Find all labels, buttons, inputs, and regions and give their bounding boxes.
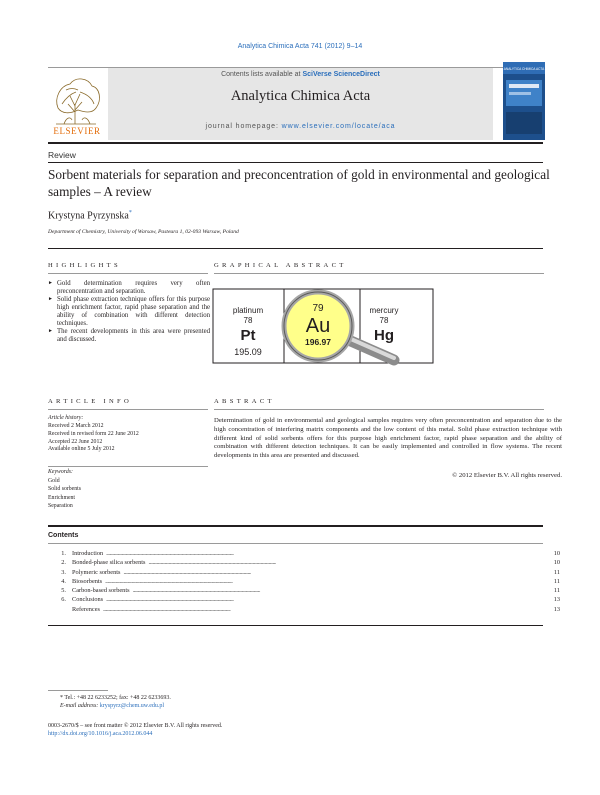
toc-title: Polymeric sorbents [72, 568, 121, 576]
contents-prefix: Contents lists available at [221, 71, 301, 78]
highlight-item: ► Solid phase extraction technique offers for this purpose high enrichment factor, rapid phase separation and the ability of combination with different detection techniques. [48, 296, 210, 328]
abstract-body: Determination of gold in environmental and geological samples requires very often preconcentration and separation due to the high concentration of interfering matrix components and the low content of this metal. Solid phase extraction technique with different kind of solid sorbents offers for this purpose high enrichment factor, rapid phase separation and the ability of combination with different detection techniques. It can be easily implemented and controlled in flow systems. The recent developments in this area are presented and discussed. [214, 417, 562, 460]
toc-leader [105, 578, 543, 585]
toc-leader [133, 587, 543, 594]
author-name: Krystyna Pyrzynska [48, 210, 129, 222]
contents-heading: Contents [48, 532, 79, 539]
toc-leader [106, 596, 543, 603]
toc-number: 4. [61, 577, 66, 585]
keyword: Enrichment [48, 494, 76, 501]
toc-entry-biosorbents[interactable] [48, 578, 560, 587]
toc-number: 2. [61, 559, 66, 567]
toc-entry-references[interactable] [48, 606, 560, 615]
keyword: Solid sorbents [48, 486, 82, 493]
toc-title: Biosorbents [72, 577, 103, 585]
toc-entry-conclusions[interactable] [48, 596, 560, 605]
element-symbol-au: Au [305, 315, 331, 337]
toc-leader [123, 569, 543, 576]
contents-available-line [108, 71, 493, 78]
article-info-heading: ARTICLE INFO [48, 398, 133, 405]
element-number-pt: 78 [243, 316, 253, 325]
element-symbol-hg: Hg [374, 327, 394, 344]
toc-entry-bonded-phase[interactable] [48, 559, 560, 568]
footnote-divider [48, 690, 108, 691]
keyword: Gold [48, 478, 60, 484]
divider [48, 409, 208, 410]
highlights-list [48, 280, 210, 344]
author-affiliation: Department of Chemistry, University of Warsaw, Pasteura 1, 02-093 Warsaw, Poland [48, 229, 239, 235]
article-history-label: Article history: [48, 415, 84, 421]
toc-page: 11 [553, 568, 560, 576]
footnote-email-line [60, 703, 164, 709]
toc-number: 1. [61, 550, 66, 557]
cover-title: ANALYTICA CHIMICA ACTA [503, 67, 545, 71]
element-name-hg: mercury [369, 306, 399, 315]
article-title: Sorbent materials for separation and preconcentration of gold in environmental and geological samples – A review [48, 167, 550, 199]
sciencedirect-link[interactable]: SciVerse ScienceDirect [302, 71, 380, 78]
history-item: Received 2 March 2012 [48, 423, 104, 429]
copyright-notice: © 2012 Elsevier B.V. All rights reserved. [452, 472, 562, 479]
element-name-pt: platinum [232, 306, 264, 315]
keywords-list [48, 477, 81, 511]
divider [48, 543, 543, 544]
toc-leader [106, 550, 543, 557]
issn-notice: 0003-2670/$ – see front matter © 2012 Elsevier B.V. All rights reserved. [48, 723, 223, 729]
highlight-item: ► Gold determination requires very often preconcentration and separation. [48, 280, 210, 296]
toc-title: Introduction [72, 550, 104, 557]
journal-citation[interactable]: Analytica Chimica Acta 741 (2012) 9–14 [237, 43, 363, 50]
email-label: E-mail address: [60, 703, 99, 709]
graphical-abstract-heading: GRAPHICAL ABSTRACT [214, 262, 347, 269]
toc-entry-carbon-based[interactable] [48, 587, 560, 596]
divider [48, 273, 208, 274]
toc-title: Conclusions [72, 596, 104, 604]
element-mass-pt: 195.09 [234, 347, 262, 357]
toc-title: Carbon-based sorbents [72, 587, 130, 595]
history-item: Available online 5 July 2012 [48, 446, 115, 453]
toc-page: 10 [553, 559, 560, 567]
doi-link[interactable]: http://dx.doi.org/10.1016/j.aca.2012.06.044 [48, 731, 153, 737]
journal-cover[interactable] [503, 62, 545, 140]
publisher-name: ELSEVIER [53, 126, 101, 136]
toc-title: References [72, 605, 100, 613]
journal-homepage-line [108, 123, 493, 130]
journal-cover-image-icon [503, 62, 545, 140]
toc-leader [103, 606, 543, 613]
toc-number: 3. [61, 568, 66, 576]
abstract-heading: ABSTRACT [214, 398, 275, 405]
divider [214, 273, 544, 274]
homepage-prefix: journal homepage: [205, 123, 279, 130]
toc-leader [148, 559, 543, 566]
journal-title: Analytica Chimica Acta [230, 88, 371, 104]
divider [48, 248, 543, 249]
keyword: Separation [48, 503, 73, 510]
toc-entry-introduction[interactable] [48, 550, 560, 559]
element-symbol-pt: Pt [240, 327, 256, 344]
history-item: Accepted 22 June 2012 [48, 438, 103, 445]
divider [48, 625, 543, 626]
journal-homepage-link[interactable]: www.elsevier.com/locate/aca [281, 123, 396, 130]
divider [48, 162, 543, 163]
toc-number: 5. [61, 587, 66, 595]
toc-page: 11 [553, 587, 560, 595]
author-footnote-mark[interactable]: * [128, 210, 132, 216]
toc-page: 13 [553, 605, 560, 613]
toc-page: 11 [553, 577, 560, 585]
toc-number: 6. [61, 596, 66, 604]
highlights-heading: HIGHLIGHTS [48, 262, 121, 269]
toc-page: 10 [553, 550, 560, 557]
highlight-item: ► The recent developments in this area were presented and discussed. [48, 328, 210, 344]
toc-title: Bonded-phase silica sorbents [72, 559, 146, 567]
element-number-au: 79 [312, 303, 324, 314]
divider [48, 525, 543, 527]
graphical-abstract-figure [212, 282, 434, 382]
keywords-label: Keywords: [48, 469, 73, 475]
history-item: Received in revised form 22 June 2012 [48, 430, 139, 437]
author-email-link[interactable]: kryspyrz@chem.uw.edu.pl [99, 703, 165, 709]
divider [48, 466, 208, 467]
divider [214, 409, 544, 410]
toc-page: 13 [553, 596, 560, 604]
element-mass-au: 196.97 [305, 337, 331, 347]
article-history-list [48, 423, 139, 454]
article-type: Review [48, 150, 76, 160]
footnote-contact: * Tel.: +48 22 6233252; fax: +48 22 6233693. [60, 695, 171, 701]
table-of-contents [48, 550, 560, 615]
author-line [48, 210, 132, 221]
toc-entry-polymeric[interactable] [48, 569, 560, 578]
elsevier-logo[interactable] [48, 68, 106, 140]
element-number-hg: 78 [379, 316, 389, 325]
elsevier-tree-icon [48, 68, 106, 140]
